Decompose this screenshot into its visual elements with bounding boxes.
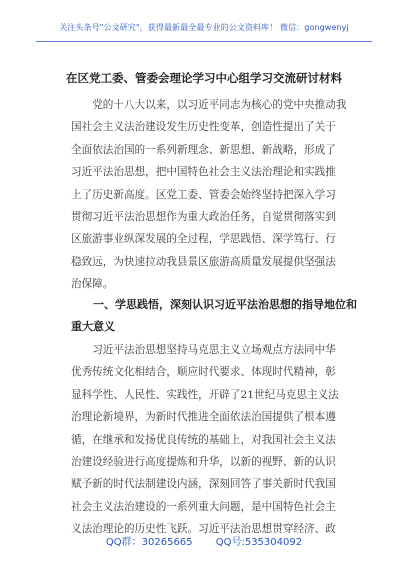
heading-line: 一、学思践悟，深刻认识习近平法治思想的指导地位和 [93, 298, 357, 311]
document-title: 在区党工委、管委会理论学习中心组学习交流研讨材料 [66, 71, 342, 85]
paragraph-line: 治理论新境界，为新时代推进全面依法治国提供了根本遵 [71, 411, 336, 424]
paragraph-line: 循，在继承和发扬优良传统的基础上，对我国社会主义法 [71, 433, 336, 446]
paragraph-line: 优秀传统文化相结合，顺应时代要求、体现时代精神，彰 [71, 366, 336, 379]
paragraph-line: 治建设经验进行高度提炼和升华，以新的视野、新的认识 [71, 456, 336, 469]
paragraph-line: 社会主义法治建设的一系列重大问题，是中国特色社会主 [71, 500, 336, 513]
paragraph-line: 全面依法治国的一系列新理念、新思想、新战略，形成了 [71, 143, 336, 156]
paragraph-line: 治保障。 [71, 278, 114, 291]
header-divider [36, 41, 372, 42]
paragraph-line: 区旅游事业纵深发展的全过程，学思践悟、深学笃行、行 [71, 233, 336, 246]
page-header [0, 0, 408, 38]
section1-paragraph [71, 339, 348, 541]
paragraph-line: 稳致远，为快速拉动我县景区旅游高质量发展提供坚强法 [71, 255, 336, 268]
footer-qq-group: QQ群：30265665 [105, 537, 193, 548]
section-heading [71, 294, 357, 339]
header-banner-text: 关注头条号"公文研究"，获得最新最全最专业的公文资料库！ 微信：gongwenyj [59, 23, 349, 32]
heading-line: 重大意义 [71, 320, 115, 334]
paragraph-line: 习近平法治思想坚持马克思主义立场观点方法同中华 [92, 344, 336, 356]
paragraph-line: 习近平法治思想，把中国特色社会主义法治理论和实践推 [71, 166, 336, 179]
page-footer [0, 533, 408, 548]
paragraph-line: 义法治理论的历史性飞跃。习近平法治思想贯穿经济、政 [71, 523, 336, 536]
intro-paragraph [71, 94, 348, 296]
footer-qq-number: QQ号:535304092 [215, 537, 303, 548]
paragraph-line: 显科学性、人民性、实践性，开辟了21世纪马克思主义法 [71, 388, 339, 401]
paragraph-line: 党的十八大以来，以习近平同志为核心的党中央推动我 [92, 99, 347, 111]
paragraph-line: 贯彻习近平法治思想作为重大政治任务，自觉贯彻落实到 [71, 211, 336, 224]
paragraph-line: 国社会主义法治建设发生历史性变革，创造性提出了关于 [71, 121, 336, 134]
paragraph-line: 上了历史新高度。区党工委、管委会始终坚持把深入学习 [71, 188, 336, 201]
paragraph-line: 赋予新的时代法制建设内涵，深刻回答了事关新时代我国 [71, 478, 336, 491]
